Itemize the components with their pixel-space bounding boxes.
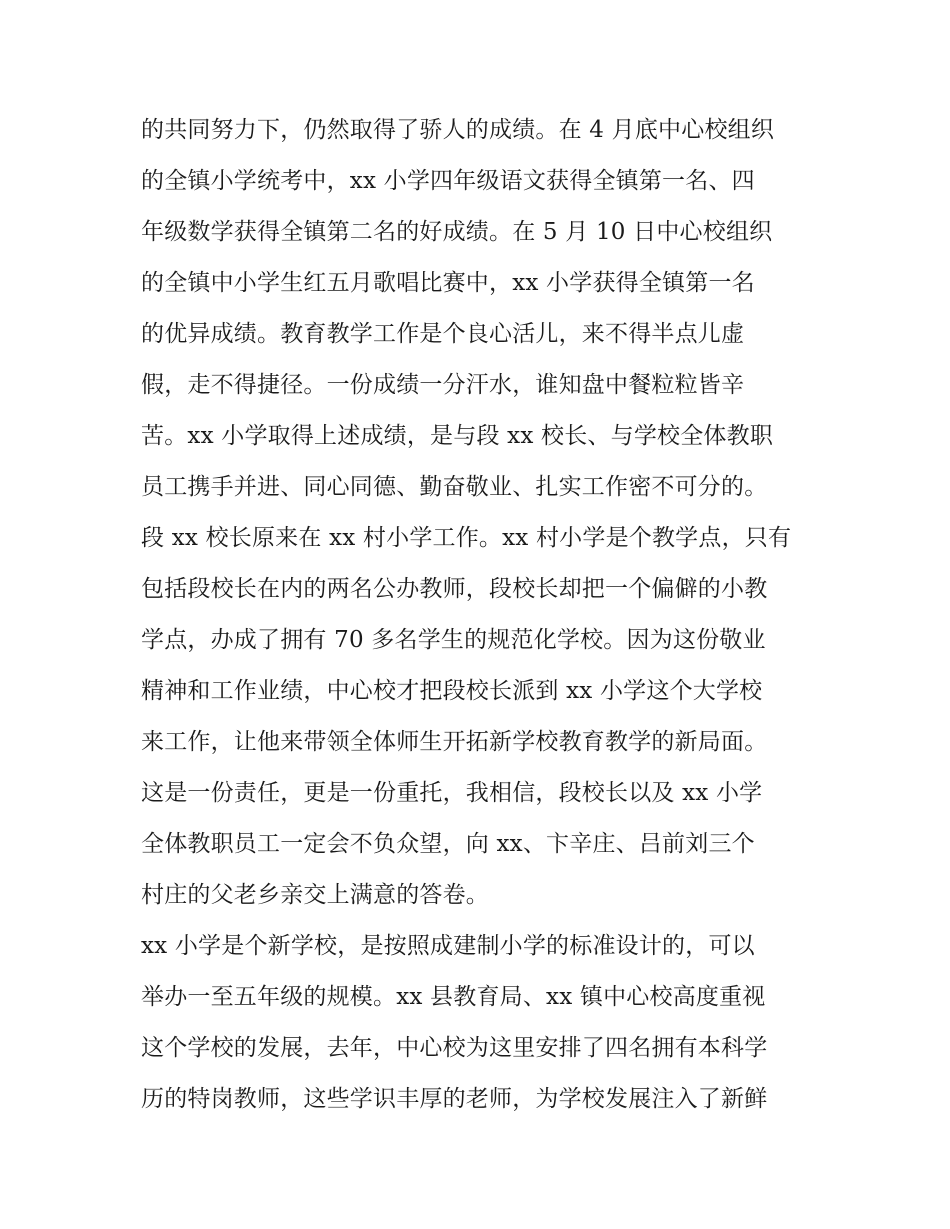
text-line: 这是一份责任，更是一份重托，我相信，段校长以及 xx 小学 bbox=[141, 780, 763, 806]
text-line: 村庄的父老乡亲交上满意的答卷。 bbox=[141, 882, 489, 908]
text-line: 假，走不得捷径。一份成绩一分汗水，谁知盘中餐粒粒皆辛 bbox=[141, 372, 745, 398]
text-line: 举办一至五年级的规模。xx 县教育局、xx 镇中心校高度重视 bbox=[141, 984, 766, 1010]
text-line: 历的特岗教师，这些学识丰厚的老师，为学校发展注入了新鲜 bbox=[141, 1086, 768, 1112]
text-line: 全体教职员工一定会不负众望，向 xx、卞辛庄、吕前刘三个 bbox=[141, 831, 755, 857]
text-line: 的共同努力下，仍然取得了骄人的成绩。在 4 月底中心校组织 bbox=[141, 117, 775, 143]
text-line: xx 小学是个新学校，是按照成建制小学的标准设计的，可以 bbox=[141, 933, 755, 959]
text-line: 这个学校的发展，去年，中心校为这里安排了四名拥有本科学 bbox=[141, 1035, 768, 1061]
body-text bbox=[141, 105, 821, 1125]
text-line: 员工携手并进、同心同德、勤奋敬业、扎实工作密不可分的。 bbox=[141, 474, 768, 500]
text-line: 的全镇中小学生红五月歌唱比赛中，xx 小学获得全镇第一名 bbox=[141, 270, 755, 296]
text-line: 年级数学获得全镇第二名的好成绩。在 5 月 10 日中心校组织 bbox=[141, 219, 773, 245]
text-line: 精神和工作业绩，中心校才把段校长派到 xx 小学这个大学校 bbox=[141, 678, 763, 704]
text-line: 段 xx 校长原来在 xx 村小学工作。xx 村小学是个教学点，只有 bbox=[141, 525, 792, 551]
text-line: 苦。xx 小学取得上述成绩，是与段 xx 校长、与学校全体教职 bbox=[141, 423, 774, 449]
text-line: 的优异成绩。教育教学工作是个良心活儿，来不得半点儿虚 bbox=[141, 321, 745, 347]
text-line: 包括段校长在内的两名公办教师，段校长却把一个偏僻的小教 bbox=[141, 576, 768, 602]
text-line: 来工作，让他来带领全体师生开拓新学校教育教学的新局面。 bbox=[141, 729, 768, 755]
text-line: 的全镇小学统考中，xx 小学四年级语文获得全镇第一名、四 bbox=[141, 168, 755, 194]
text-line: 学点，办成了拥有 70 多名学生的规范化学校。因为这份敬业 bbox=[141, 627, 766, 653]
